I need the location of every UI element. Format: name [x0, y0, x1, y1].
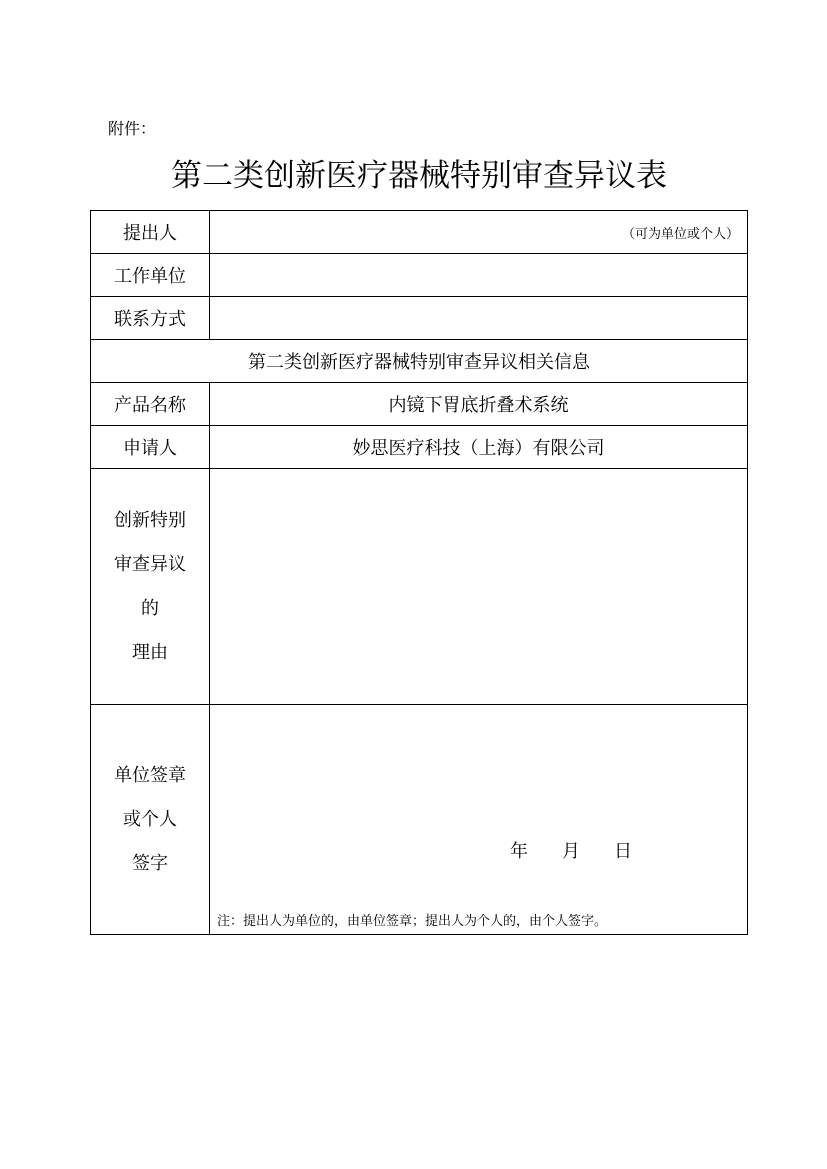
applicant-value: 妙思医疗科技（上海）有限公司: [210, 426, 748, 469]
section-heading: 第二类创新医疗器械特别审查异议相关信息: [91, 340, 748, 383]
contact-field[interactable]: [210, 297, 748, 340]
reason-label: [91, 469, 210, 705]
form-title: 第二类创新医疗器械特别审查异议表: [171, 158, 667, 194]
signature-label-line-2: 或个人: [123, 808, 177, 830]
signature-label-line-3: 签字: [132, 852, 168, 874]
product-name-label: 产品名称: [91, 383, 210, 426]
product-name-value: 内镜下胃底折叠术系统: [210, 383, 748, 426]
proposer-row: [91, 211, 748, 254]
date-day: 日: [614, 841, 632, 862]
work-unit-field[interactable]: [210, 254, 748, 297]
product-name-row: [91, 383, 748, 426]
date-year: 年: [510, 841, 528, 862]
applicant-label: 申请人: [91, 426, 210, 469]
attachment-label: 附件：: [108, 119, 157, 138]
signature-label-line-1: 单位签章: [114, 764, 186, 786]
reason-label-line-3: 的: [141, 597, 159, 619]
signature-label: [91, 705, 210, 935]
section-heading-row: [91, 340, 748, 383]
contact-label: 联系方式: [91, 297, 210, 340]
reason-field[interactable]: [210, 469, 748, 705]
date-month: 月: [562, 841, 580, 862]
objection-form-table: [90, 210, 748, 935]
reason-label-line-4: 理由: [132, 641, 168, 663]
contact-row: [91, 297, 748, 340]
work-unit-label: 工作单位: [91, 254, 210, 297]
reason-label-line-2: 审查异议: [114, 553, 186, 575]
signature-note: 注：提出人为单位的，由单位签章；提出人为个人的，由个人签字。: [217, 914, 608, 929]
signature-row: [91, 705, 748, 935]
proposer-label: 提出人: [91, 211, 210, 254]
work-unit-row: [91, 254, 748, 297]
reason-row: [91, 469, 748, 705]
reason-label-line-1: 创新特别: [114, 509, 186, 531]
signature-date: [510, 837, 632, 863]
signature-field[interactable]: [210, 705, 748, 935]
proposer-hint: （可为单位或个人）: [621, 226, 739, 242]
proposer-field[interactable]: [210, 211, 748, 254]
applicant-row: [91, 426, 748, 469]
